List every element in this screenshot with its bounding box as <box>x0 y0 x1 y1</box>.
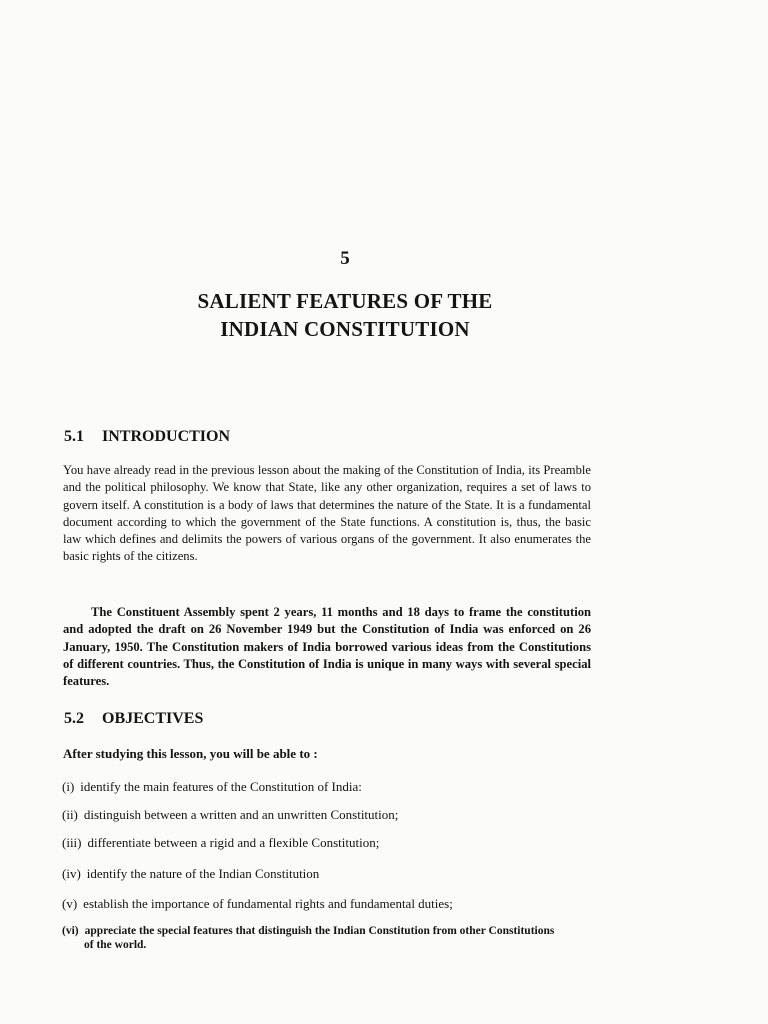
objective-item <box>62 779 622 795</box>
objective-item <box>62 866 622 882</box>
objective-numeral: (vi) <box>62 925 79 937</box>
objective-text: distinguish between a written and an unwritten Constitution; <box>83 807 399 822</box>
objective-numeral: (ii) <box>62 807 78 822</box>
chapter-title <box>0 287 690 343</box>
objective-numeral: (iii) <box>62 835 82 850</box>
objective-text: establish the importance of fundamental rights and fundamental duties; <box>83 896 453 911</box>
section-heading-objectives <box>64 710 203 728</box>
objectives-lead: After studying this lesson, you will be able to : <box>63 746 318 761</box>
section-title: INTRODUCTION <box>102 428 231 445</box>
objective-item <box>62 896 622 912</box>
section-title: OBJECTIVES <box>102 710 204 727</box>
objective-text: identify the nature of the Indian Constitution <box>86 866 320 881</box>
objective-text: identify the main features of the Constitution of India: <box>80 779 362 794</box>
objective-item <box>62 807 622 823</box>
section-heading-introduction <box>64 428 230 446</box>
section-number: 5.2 <box>64 710 84 727</box>
objective-item <box>62 924 622 952</box>
intro-paragraph-2: The Constituent Assembly spent 2 years, 11 months and 18 days to frame the constitution and adopted the draft on 26 November 1949 but the Constitution of India was enforced on 26 January, 1950. The Constitution makers of India borrowed various ideas from the Constitutions of different countries. Thus, the Constitution of India is unique in many ways with several special features. <box>63 605 591 689</box>
objective-numeral: (i) <box>62 779 75 794</box>
objective-text: differentiate between a rigid and a flexible Constitution; <box>87 835 380 850</box>
objective-numeral: (v) <box>62 896 78 911</box>
objective-text-continuation: of the world. <box>84 939 147 951</box>
chapter-title-line1: SALIENT FEATURES OF THE <box>197 289 493 313</box>
objective-item <box>62 835 622 851</box>
chapter-number: 5 <box>340 248 350 269</box>
intro-paragraph-1: You have already read in the previous lesson about the making of the Constitution of India, its Preamble and the political philosophy. We know that State, like any other organization, requires a set of laws to govern itself. A constitution is a body of laws that determines the nature of the State. It is a fundamental document according to which the government of the State functions. A constitution is, thus, the basic law which defines and delimits the powers of various organs of the government. It also enumerates the basic rights of the citizens. <box>63 463 591 564</box>
chapter-title-line2: INDIAN CONSTITUTION <box>220 317 470 341</box>
section-number: 5.1 <box>64 428 84 445</box>
objective-text: appreciate the special features that distinguish the Indian Constitution from other Constitutions <box>84 925 555 937</box>
objective-numeral: (iv) <box>62 866 81 881</box>
